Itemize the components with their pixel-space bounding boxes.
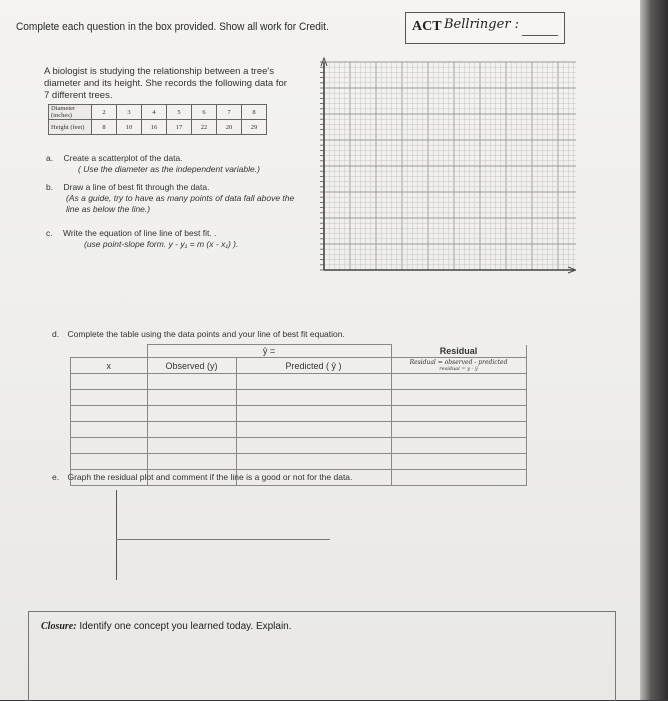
x-header: x (71, 358, 148, 374)
closure-box[interactable] (28, 611, 616, 701)
question-e-label: e. (52, 472, 60, 482)
residual-cell[interactable] (391, 406, 526, 422)
diameter-cell: 6 (192, 105, 217, 120)
residual-formula-note: residual = y - ŷ (439, 365, 478, 372)
residual-header: Residual (391, 345, 526, 358)
residual-cell[interactable] (391, 438, 526, 454)
x-cell[interactable] (71, 438, 148, 454)
bellringer-answer-line[interactable] (522, 35, 558, 36)
question-b-note: (As a guide, try to have as many points of data fall above the line as below the line.) (66, 193, 295, 214)
observed-cell[interactable] (147, 374, 236, 390)
question-b-label: b. (46, 182, 54, 192)
predicted-cell[interactable] (236, 374, 391, 390)
residual-cell[interactable] (391, 374, 526, 390)
observed-cell[interactable] (147, 406, 236, 422)
height-row (49, 120, 267, 135)
residual-formula-main: Residual = observed - predicted (409, 358, 508, 366)
predicted-cell[interactable] (236, 454, 391, 470)
background-shadow (640, 0, 668, 700)
diameter-cell: 2 (92, 105, 117, 120)
question-c-text: Write the equation of line line of best fit. . (63, 228, 217, 238)
x-cell[interactable] (71, 422, 148, 438)
question-c (46, 228, 306, 250)
bellringer-label: Bellringer : (444, 17, 520, 32)
observed-cell[interactable] (147, 422, 236, 438)
residual-table-row (71, 374, 527, 390)
observed-header: Observed (y) (147, 358, 236, 374)
residual-table (70, 344, 527, 486)
predicted-cell[interactable] (236, 406, 391, 422)
observed-cell[interactable] (147, 390, 236, 406)
x-cell[interactable] (71, 454, 148, 470)
height-cell: 22 (192, 120, 217, 135)
height-header: Height (feet) (49, 120, 92, 135)
residual-formula (391, 358, 526, 374)
question-d (52, 329, 345, 339)
question-c-note: (use point-slope form. y - y₁ = m (x - x₁) ). (84, 239, 239, 249)
residual-plot-x-axis (116, 539, 330, 540)
closure-label: Closure: (41, 621, 77, 632)
residual-table-row (71, 422, 527, 438)
scatterplot-grid[interactable] (316, 56, 576, 278)
question-b (46, 182, 304, 215)
question-a (46, 153, 296, 175)
residual-table-row (71, 406, 527, 422)
diameter-cell: 4 (142, 105, 167, 120)
predicted-cell[interactable] (236, 390, 391, 406)
height-cell: 29 (242, 120, 267, 135)
diameter-cell: 3 (117, 105, 142, 120)
residual-cell[interactable] (391, 470, 526, 486)
diameter-cell: 8 (242, 105, 267, 120)
act-bellringer-box (405, 12, 565, 44)
problem-intro: A biologist is studying the relationship between a tree's diameter and its height. She records the following data for 7 different trees. (44, 66, 287, 101)
diameter-row (49, 105, 267, 120)
residual-plot-y-axis (116, 490, 117, 580)
observed-cell[interactable] (147, 454, 236, 470)
diameter-cell: 7 (217, 105, 242, 120)
predicted-cell[interactable] (236, 422, 391, 438)
yhat-equation-blank[interactable]: ŷ = (147, 345, 391, 358)
residual-table-body (71, 374, 527, 486)
predicted-header: Predicted ( ŷ ) (236, 358, 391, 374)
diameter-cell: 5 (167, 105, 192, 120)
instructions-text: Complete each question in the box provided. Show all work for Credit. (16, 21, 329, 33)
x-cell[interactable] (71, 406, 148, 422)
question-a-label: a. (46, 153, 54, 163)
diameter-header: Diameter (inches) (49, 105, 92, 120)
question-e (52, 472, 352, 482)
height-cell: 17 (167, 120, 192, 135)
question-d-label: d. (52, 329, 60, 339)
question-a-note: ( Use the diameter as the independent variable.) (78, 164, 260, 174)
x-cell[interactable] (71, 374, 148, 390)
height-cell: 20 (217, 120, 242, 135)
tree-data-table (48, 104, 267, 135)
question-c-label: c. (46, 228, 53, 238)
residual-table-row (71, 390, 527, 406)
residual-cell[interactable] (391, 390, 526, 406)
question-b-text: Draw a line of best fit through the data. (63, 182, 210, 192)
question-d-text: Complete the table using the data points and your line of best fit equation. (67, 329, 345, 339)
closure-text: Identify one concept you learned today. Explain. (79, 621, 292, 632)
observed-cell[interactable] (147, 438, 236, 454)
predicted-cell[interactable] (236, 438, 391, 454)
question-a-text: Create a scatterplot of the data. (63, 153, 183, 163)
residual-cell[interactable] (391, 454, 526, 470)
height-cell: 10 (117, 120, 142, 135)
act-label: ACT (412, 19, 442, 34)
closure-prompt (41, 621, 292, 632)
height-cell: 8 (92, 120, 117, 135)
question-e-text: Graph the residual plot and comment if the line is a good or not for the data. (67, 472, 353, 482)
residual-table-row (71, 454, 527, 470)
residual-cell[interactable] (391, 422, 526, 438)
residual-table-row (71, 438, 527, 454)
height-cell: 16 (142, 120, 167, 135)
x-cell[interactable] (71, 390, 148, 406)
